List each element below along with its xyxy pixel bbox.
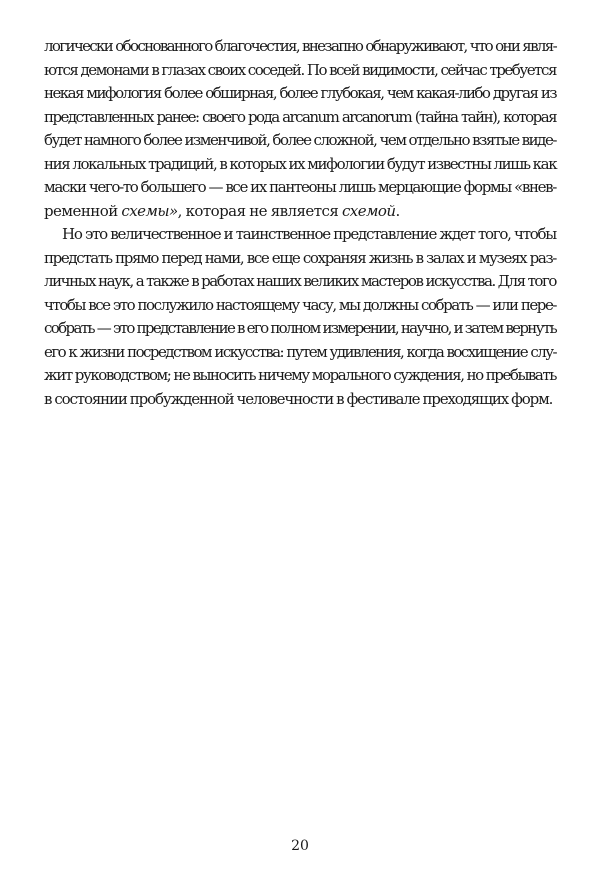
page-number: 20 xyxy=(291,838,309,854)
italic-term: схемы» xyxy=(121,201,178,220)
text-line: ются демонами в глазах своих соседей. По всей видимости, сейчас требуется xyxy=(44,60,556,79)
paragraph-2 xyxy=(44,223,556,411)
text-line xyxy=(44,200,556,224)
text-line: представленных ранее: своего рода arcanum arcanorum (тайна тайн), которая xyxy=(44,107,556,126)
text-line: будет намного более изменчивой, более сложной, чем отдельно взятые виде- xyxy=(44,131,556,149)
text-line: чтобы все это послужило настоящему часу, мы должны собрать — или пере- xyxy=(44,295,556,314)
text-fragment: . xyxy=(395,201,400,220)
italic-term: схемой xyxy=(341,201,396,220)
text-line: его к жизни посредством искусства: путем удивления, когда восхищение слу- xyxy=(44,342,556,361)
text-fragment: , которая не является xyxy=(177,201,342,220)
text-fragment: ременной xyxy=(44,201,122,220)
text-line: некая мифология более обширная, более глубокая, чем какая-либо другая из xyxy=(44,84,556,102)
text-line: Но это величественное и таинственное представление ждет того, чтобы xyxy=(62,225,556,243)
text-line: в состоянии пробужденной человечности в фестивале преходящих форм. xyxy=(44,389,553,408)
text-line: ния локальных традиций, в которых их мифологии будут известны лишь как xyxy=(44,154,557,173)
text-line: жит руководством; не выносить ничему морального суждения, но пребывать xyxy=(44,366,556,384)
text-line: логически обоснованного благочестия, внезапно обнаруживают, что они явля- xyxy=(44,37,556,55)
text-line: предстать прямо перед нами, все еще сохраняя жизнь в залах и музеях раз- xyxy=(44,248,556,267)
text-line: собрать — это представление в его полном измерении, научно, и затем вернуть xyxy=(44,319,556,337)
text-line: личных наук, а также в работах наших великих мастеров искусства. Для того xyxy=(44,272,556,290)
paragraph-1 xyxy=(44,35,556,223)
text-line: маски чего-то большего — все их пантеоны лишь мерцающие формы «внев- xyxy=(44,178,556,196)
body-text xyxy=(44,35,556,411)
